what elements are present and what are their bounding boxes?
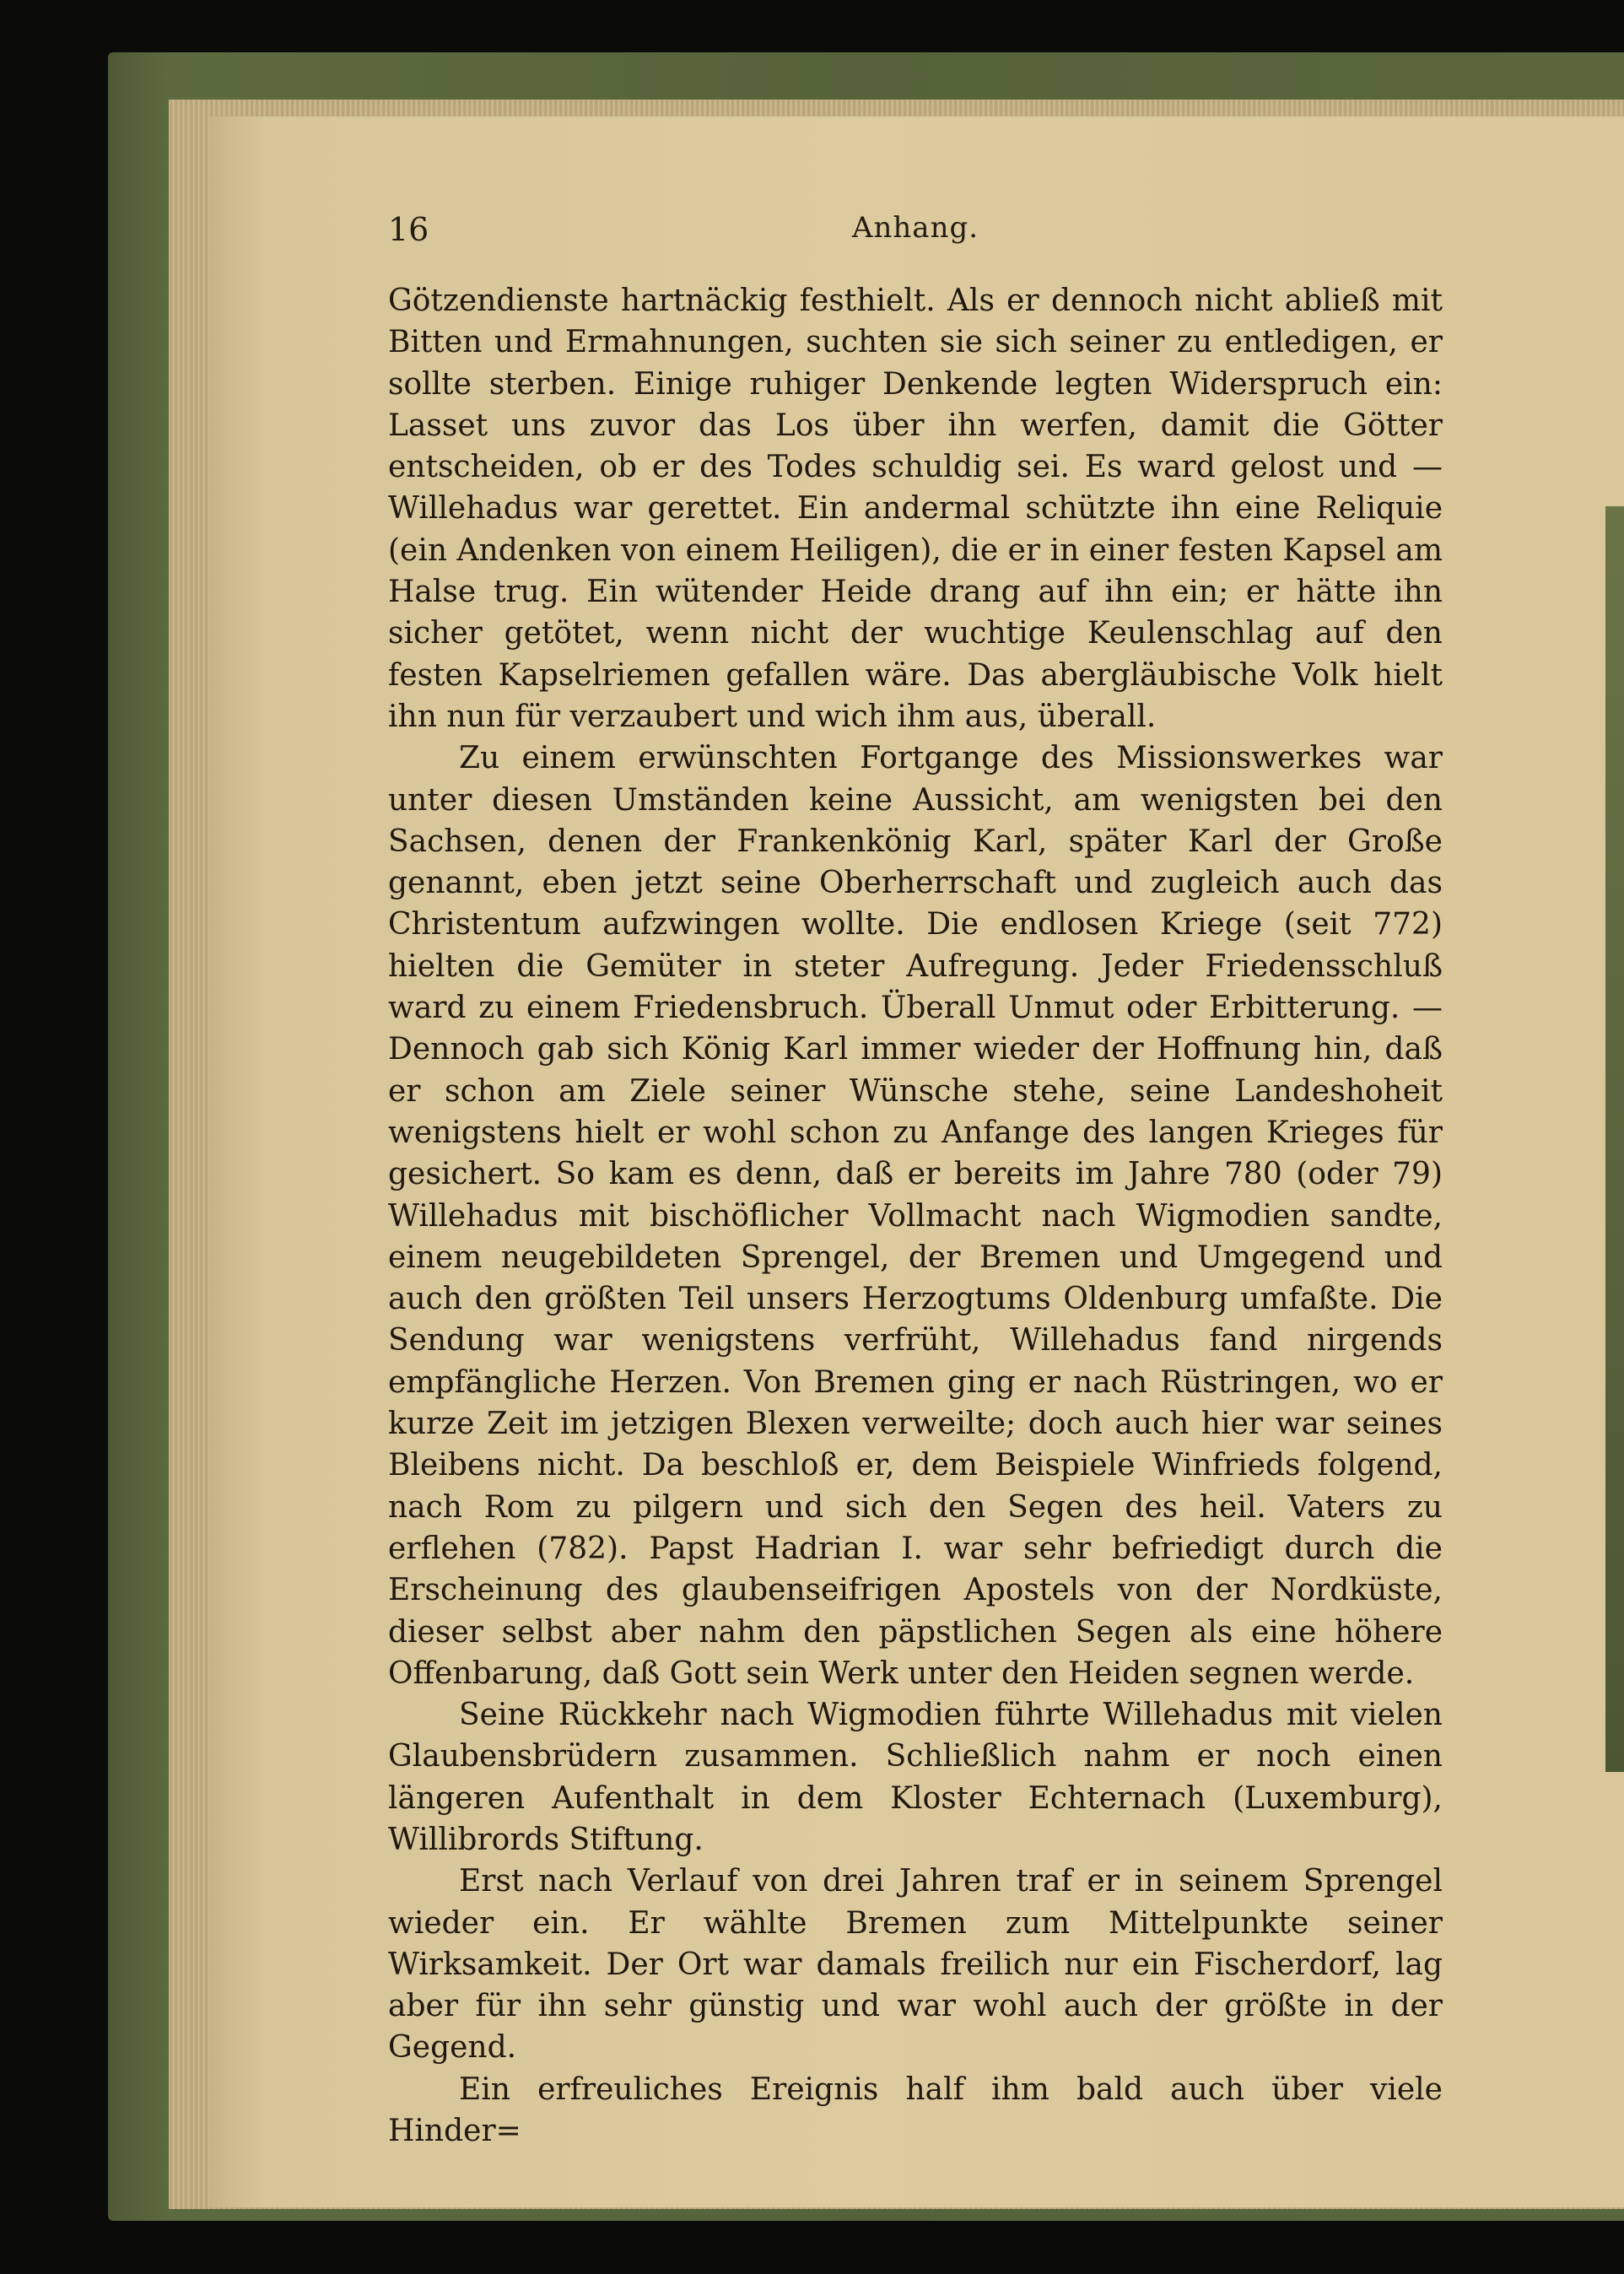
page-header xyxy=(388,211,1443,262)
paragraph-3: Seine Rückkehr nach Wigmodien führte Willehadus mit vielen Glaubensbrüdern zusammen. Schließlich nahm er noch einen längeren Aufenthalt in dem Kloster Echternach (Luxemburg), Willibrords Stiftung. xyxy=(388,1698,1443,1857)
paragraph-1: Götzendienste hartnäckig festhielt. Als er dennoch nicht abließ mit Bitten und Ermahnungen, suchten sie sich seiner zu entledigen, er sollte sterben. Einige ruhiger Denkende legten Widerspruch ein: Lasset uns zuvor das Los über ihn werfen, damit die Götter entscheiden, ob er des Todes schuldig sei. Es ward gelost und — Willehadus war gerettet. Ein andermal schützte ihn eine Reliquie (ein Andenken von einem Heiligen), die er in einer festen Kapsel am Halse trug. Ein wütender Heide drang auf ihn ein; er hätte ihn sicher getötet, wenn nicht der wuchtige Keulenschlag auf den festen Kapselriemen gefallen wäre. Das abergläubische Volk hielt ihn nun für verzaubert und wich ihm aus, überall. xyxy=(388,284,1443,734)
cover-edge xyxy=(1605,506,1624,1772)
paragraph-2: Zu einem erwünschten Fortgange des Missionswerkes war unter diesen Umständen keine Aussicht, am wenigsten bei den Sachsen, denen der Frankenkönig Karl, später Karl der Große genannt, eben jetzt seine Oberherrschaft und zugleich auch das Christentum aufzwingen wollte. Die endlosen Kriege (seit 772) hielten die Gemüter in steter Aufregung. Jeder Friedensschluß ward zu einem Friedensbruch. Überall Unmut oder Erbitterung. — Dennoch gab sich König Karl immer wieder der Hoffnung hin, daß er schon am Ziele seiner Wünsche stehe, seine Landeshoheit wenigstens hielt er wohl schon zu Anfange des langen Krieges für gesichert. So kam es denn, daß er bereits im Jahre 780 (oder 79) Willehadus mit bischöflicher Vollmacht nach Wigmodien sandte, einem neugebildeten Sprengel, der Bremen und Umgegend und auch den größten Teil unsers Herzogtums Oldenburg umfaßte. Die Sendung war wenigstens verfrüht, Willehadus fand nirgends empfängliche Herzen. Von Bremen ging er nach Rüstringen, wo er kurze Zeit im jetzigen Blexen verweilte; doch auch hier war seines Bleibens nicht. Da beschloß er, dem Beispiele Winfrieds folgend, nach Rom zu pilgern und sich den Segen des heil. Vaters zu erflehen (782). Papst Hadrian I. war sehr befriedigt durch die Erscheinung des glaubenseifrigen Apostels von der Nordküste, dieser selbst aber nahm den päpstlichen Segen als eine höhere Offenbarung, daß Gott sein Werk unter den Heiden segnen werde. xyxy=(388,741,1443,1691)
page-number: 16 xyxy=(388,211,429,248)
running-head: Anhang. xyxy=(851,211,979,245)
paragraph-4: Erst nach Verlauf von drei Jahren traf er in seinem Sprengel wieder ein. Er wählte Bremen zum Mittelpunkte seiner Wirksamkeit. Der Ort war damals freilich nur ein Fischerdorf, lag aber für ihn sehr günstig und war wohl auch der größte in der Gegend. xyxy=(388,1864,1443,2066)
body-text xyxy=(388,280,1443,2152)
paragraph-5: Ein erfreuliches Ereignis half ihm bald auch über viele Hinder= xyxy=(388,2071,1443,2149)
